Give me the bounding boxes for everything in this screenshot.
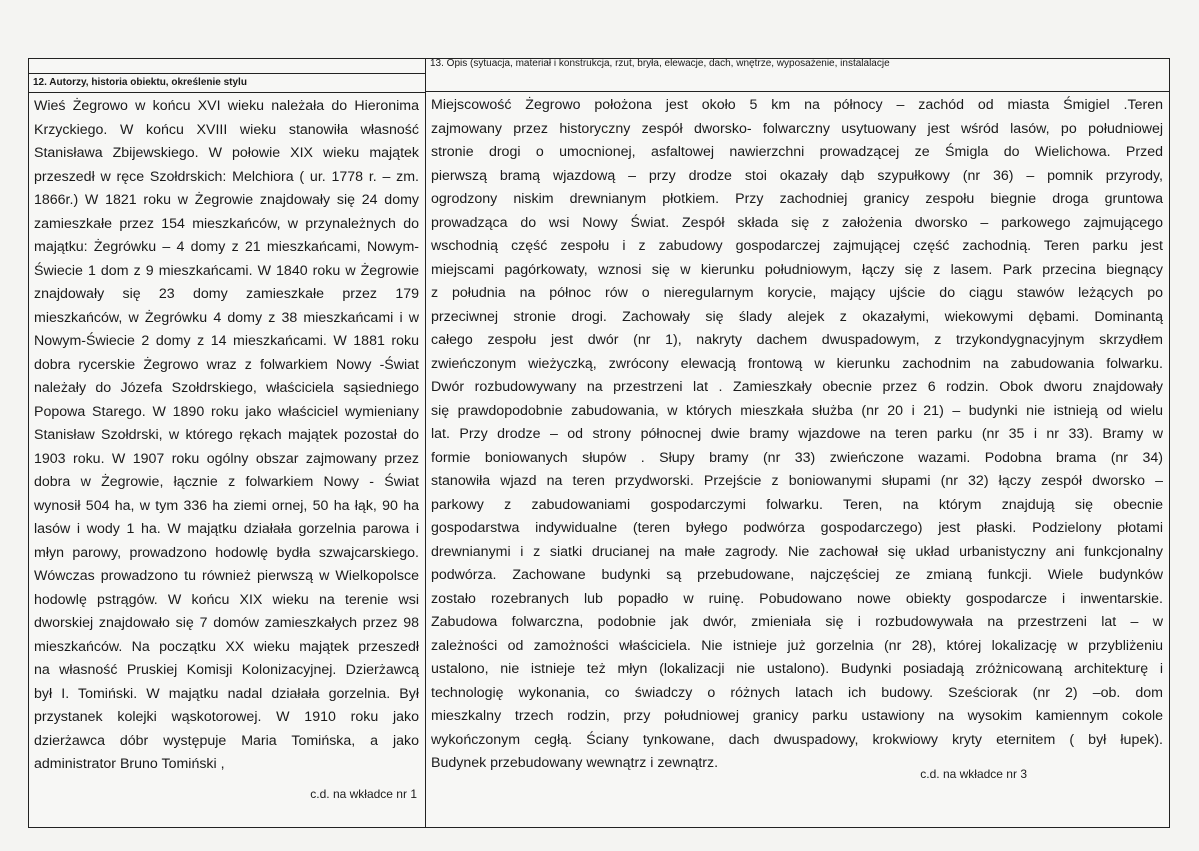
text-line: parkowy z zabudowaniami gospodarczymi folwarku. Teren, na którym znajdują się obecnie [431, 496, 1163, 513]
history-header: 12. Autorzy, historia obiektu, określenie stylu [29, 73, 425, 93]
text-line: drewnianymi i z siatki drucianej na małe zagrody. Nie zachował się układ urbanistyczny ani funkcjonalny [431, 543, 1163, 560]
text-line: stronie drogi o umocnionej, asfaltowej nawierzchni prowadzącej ze Śmigla do Wielichowa. Przed [431, 144, 1163, 160]
form-sheet [28, 58, 1170, 828]
text-line: Krzyckiego. W końcu XVIII wieku stanowiła własność [34, 121, 419, 138]
text-line: lasów i wody 1 ha. W majątku działała gorzelnia parowa i [34, 521, 419, 537]
text-line: 1866r.) W 1821 roku w Żegrowie znajdowały się 24 domy [34, 192, 419, 208]
text-line: się prawdopodobnie zabudowania, w których mieszkała służba (nr 20 i 21) – budynki nie istnieją od wielu [431, 402, 1163, 419]
text-line: zwieńczonym wieżyczką, zwrócony elewacją frontową w kierunku zachodnim na zabudowania folwarku. [431, 355, 1163, 372]
text-line: mieszkalny trzech rodzin, przy południowej granicy parku ustawiony na wysokim kamiennym cokole [431, 708, 1163, 724]
text-line: formie boniowanych słupów . Słupy bramy (nr 33) zwieńczone wazami. Podobna brama (nr 34) [431, 449, 1163, 466]
text-line: pierwszą bramą wjazdową – przy drodze stoi okazały dąb szypułkowy (nr 36) – pomnik przyrody, [431, 167, 1163, 184]
history-text [29, 93, 425, 803]
text-line: mieszkańców. Na początku XX wieku majątek przeszedł [34, 638, 419, 655]
text-line: zależności od zamożności właściciela. Nie istnieje już gorzelnia (nr 28), której lokalizację w przybliżeniu [431, 637, 1163, 654]
text-line: Budynek przebudowany wewnątrz i zewnątrz. [431, 755, 719, 771]
text-line: lat. Przy drodze – od strony północnej dwie bramy wjazdowe na teren parku (nr 35 i nr 33). Bramy w [431, 426, 1163, 442]
text-line: z południa na północ rów o nieregularnym korycie, mający ujście do ciągu stawów leżących po [431, 285, 1163, 301]
description-header-text: 13. Opis (sytuacja, materiał i konstrukcja, rzut, bryła, elewacje, dach, wnętrze, wyposażenie, instalalacje [430, 59, 890, 69]
text-line: przeciwnej stronie drogi. Zachowały się ślady alejek z okazałymi, wiekowymi dębami. Dominantą [431, 308, 1163, 325]
text-line: technologię wykonania, co świadczy o różnych latach ich budowy. Sześciorak (nr 2) –ob. dom [431, 684, 1163, 701]
text-line: Zabudowa folwarczna, podobnie jak dwór, zmieniała się i rozbudowywała na przestrzeni lat – w [431, 614, 1163, 630]
text-line: mieszkańców, w Żegrówku 4 domy z 38 mieszkańcami i w [34, 309, 419, 326]
text-line: stanowiła wjazd na teren przydworski. Przejście z boniowanymi słupami (nr 32) łączy zespół dworsko – [431, 473, 1163, 489]
text-line: Wieś Żegrowo w końcu XVI wieku należała do Hieronima [34, 98, 419, 114]
text-line: Popowa Starego. W 1890 roku jako właściciel wymieniany [34, 403, 419, 420]
text-line: zostało rozebranych lub popadło w ruinę. Pobudowano nowe obiekty gospodarcze i inwentarskie. [431, 590, 1163, 607]
text-line: ogrodzony niskim drewnianym płotkiem. Przy zachodniej granicy zespołu biegnie droga gruntowa [431, 191, 1163, 207]
description-column [426, 59, 1169, 827]
text-line: zamieszkałe przez 154 mieszkańców, w przynależnych do [34, 215, 419, 232]
text-line: dzierżawca dóbr występuje Maria Tomińska, a jako [34, 732, 419, 749]
continued-note-right: c.d. na wkładce nr 3 [920, 767, 1027, 781]
text-line: całego zespołu jest dwór (nr 1), nakryty dachem dwuspadowym, z trzykondygnacyjnym skrzydłem [431, 332, 1163, 348]
text-line: należały do Józefa Szołdrskiego, właściciela sąsiedniego [34, 380, 419, 396]
text-line: Stanisław Szołdrski, w którego rękach majątek pozostał do [34, 427, 419, 443]
text-line: Świecie 1 dom z 9 mieszkańcami. W 1840 roku w Żegrowie [34, 262, 419, 279]
text-line: znajdowały się 23 domy zamieszkałe przez 179 [34, 286, 419, 302]
description-text [426, 92, 1169, 776]
text-line: gospodarstwa indywidualne (teren byłego podwórza gospodarczego) jest płaski. Podzielony płotami [431, 520, 1163, 536]
text-line: majątku: Żegrówku – 4 domy z 21 mieszkańcami, Nowym- [34, 239, 419, 255]
text-line: Stanisława Zbijewskiego. W połowie XIX wieku majątek [34, 145, 419, 161]
continued-note-left: c.d. na wkładce nr 1 [310, 787, 417, 801]
text-line: zajmowany przez historyczny zespół dworsko- folwarczny usytuowany jest wśród lasów, po południowej [431, 120, 1163, 137]
text-line: wschodnią część zespołu i z zabudowy gospodarczej zajmującej część zachodnią. Teren parku jest [431, 238, 1163, 254]
text-line: przeszedł w ręce Szołdrskich: Melchiora ( ur. 1778 r. – zm. [34, 168, 419, 185]
history-column [29, 59, 426, 827]
text-line: dobra w Żegrowie, łącznie z folwarkiem Nowy - Świat [34, 474, 419, 490]
text-line: na własność Pruskiej Komisji Kolonizacyjnej. Dzierżawcą [34, 662, 419, 678]
text-line: dworskiej znajdowało się 7 domów zamieszkałych przez 98 [34, 615, 419, 631]
text-line: Nowym-Świecie 2 domy z 14 mieszkańcami. W 1881 roku [34, 333, 419, 349]
text-line: przystanek kolejki wąskotorowej. W 1910 roku jako [34, 709, 419, 725]
text-line: ustalono, nie istnieje też młyn (lokalizacji nie ustalono). Budynki posiadają zróżnicowaną architekturę i [431, 661, 1163, 677]
text-line: wykończonym cegłą. Ściany tynkowane, dach dwuspadowy, krokwiowy kryty eternitem ( był łupek). [431, 731, 1163, 748]
text-line: dobra rycerskie Żegrowo wraz z folwarkiem Nowy -Świat [34, 356, 419, 373]
text-line: był I. Tomiński. W majątku nadal działała gorzelnia. Był [34, 685, 419, 702]
text-line: Wówczas prowadzono tu również pierwszą w Wielkopolsce [34, 568, 419, 584]
text-line: podwórza. Zachowane budynki są przebudowane, najczęściej ze zmianą funkcji. Wiele budynków [431, 567, 1163, 583]
text-line: administrator Bruno Tomiński , [34, 756, 225, 772]
text-line: hodowlę pstrągów. W końcu XIX wieku na terenie wsi [34, 591, 419, 608]
text-line: 1903 roku. W 1907 roku ogólny obszar zajmowany przez [34, 450, 419, 467]
description-header [426, 59, 1169, 92]
text-line: Miejscowość Żegrowo położona jest około 5 km na północy – zachód od miasta Śmigiel .Teren [431, 97, 1163, 113]
text-line: wynosił 504 ha, w tym 336 ha ziemi ornej, 50 ha łąk, 90 ha [34, 497, 419, 514]
text-line: prowadząca do wsi Nowy Świat. Zespół składa się z założenia dworsko – parkowego zajmującego [431, 214, 1163, 231]
text-line: Dwór rozbudowywany na przestrzeni lat . Zamieszkały obecnie przez 6 rodzin. Obok dworu znajdowały [431, 379, 1163, 395]
text-line: młyn parowy, prowadzono hodowlę bydła szwajcarskiego. [34, 544, 419, 561]
text-line: miejscami pagórkowaty, wznosi się w kierunku południowym, łączy się z lasem. Park przecina biegnący [431, 261, 1163, 278]
